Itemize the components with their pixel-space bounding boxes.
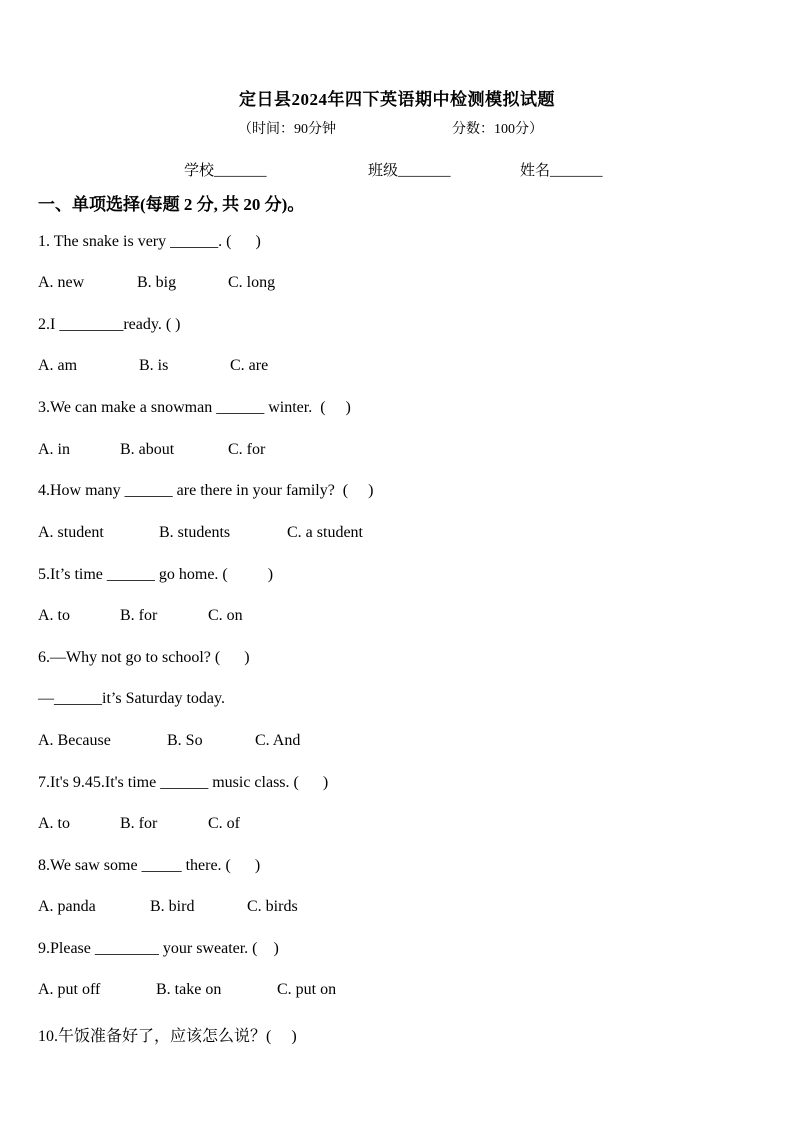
question-9: 9.Please ________ your sweater. ( ): [38, 940, 279, 957]
q7-option-c: C. of: [208, 815, 240, 832]
question-4: 4.How many ______ are there in your family? ( ): [38, 482, 374, 499]
q5-option-c: C. on: [208, 607, 243, 624]
question-5: 5.It’s time ______ go home. ( ): [38, 566, 274, 583]
q2-option-a: A. am: [38, 357, 78, 374]
q3-option-b: B. about: [120, 441, 175, 458]
q2-option-b: B. is: [139, 357, 169, 374]
question-1: 1. The snake is very ______. ( ): [38, 233, 261, 250]
exam-score: 分数：100分）: [452, 122, 543, 137]
q4-option-b: B. students: [159, 524, 231, 541]
question-3: 3.We can make a snowman ______ winter. ( ): [38, 399, 351, 416]
q8-option-c: C. birds: [247, 898, 298, 915]
q7-option-a: A. to: [38, 815, 70, 832]
q8-option-b: B. bird: [150, 898, 195, 915]
q1-option-b: B. big: [137, 274, 177, 291]
q9-option-b: B. take on: [156, 981, 222, 998]
q2-option-c: C. are: [230, 357, 269, 374]
q4-option-c: C. a student: [287, 524, 363, 541]
q4-option-a: A. student: [38, 524, 104, 541]
q6-option-a: A. Because: [38, 732, 111, 749]
q1-option-a: A. new: [38, 274, 85, 291]
q3-option-c: C. for: [228, 441, 266, 458]
question-10: 10.午饭准备好了，应该怎么说？( ): [38, 1028, 297, 1045]
question-6-reply: —______it’s Saturday today.: [38, 690, 225, 707]
question-2: 2.I ________ready. ( ): [38, 316, 181, 333]
q3-option-a: A. in: [38, 441, 70, 458]
name-field: 姓名_______: [520, 163, 603, 179]
q5-option-a: A. to: [38, 607, 70, 624]
q5-option-b: B. for: [120, 607, 158, 624]
exam-time: （时间：90分钟: [238, 122, 336, 137]
section-title: 一、单项选择(每题 2 分, 共 20 分)。: [38, 195, 305, 214]
q7-option-b: B. for: [120, 815, 158, 832]
q9-option-c: C. put on: [277, 981, 337, 998]
q6-option-b: B. So: [167, 732, 203, 749]
q1-option-c: C. long: [228, 274, 276, 291]
q8-option-a: A. panda: [38, 898, 96, 915]
question-7: 7.It's 9.45.It's time ______ music class. ( ): [38, 774, 329, 791]
q6-option-c: C. And: [255, 732, 301, 749]
question-6: 6.—Why not go to school? ( ): [38, 649, 250, 666]
class-field: 班级_______: [368, 163, 451, 179]
q9-option-a: A. put off: [38, 981, 101, 998]
question-8: 8.We saw some _____ there. ( ): [38, 857, 261, 874]
school-field: 学校_______: [184, 163, 267, 179]
exam-title: 定日县2024年四下英语期中检测模拟试题: [239, 90, 555, 109]
